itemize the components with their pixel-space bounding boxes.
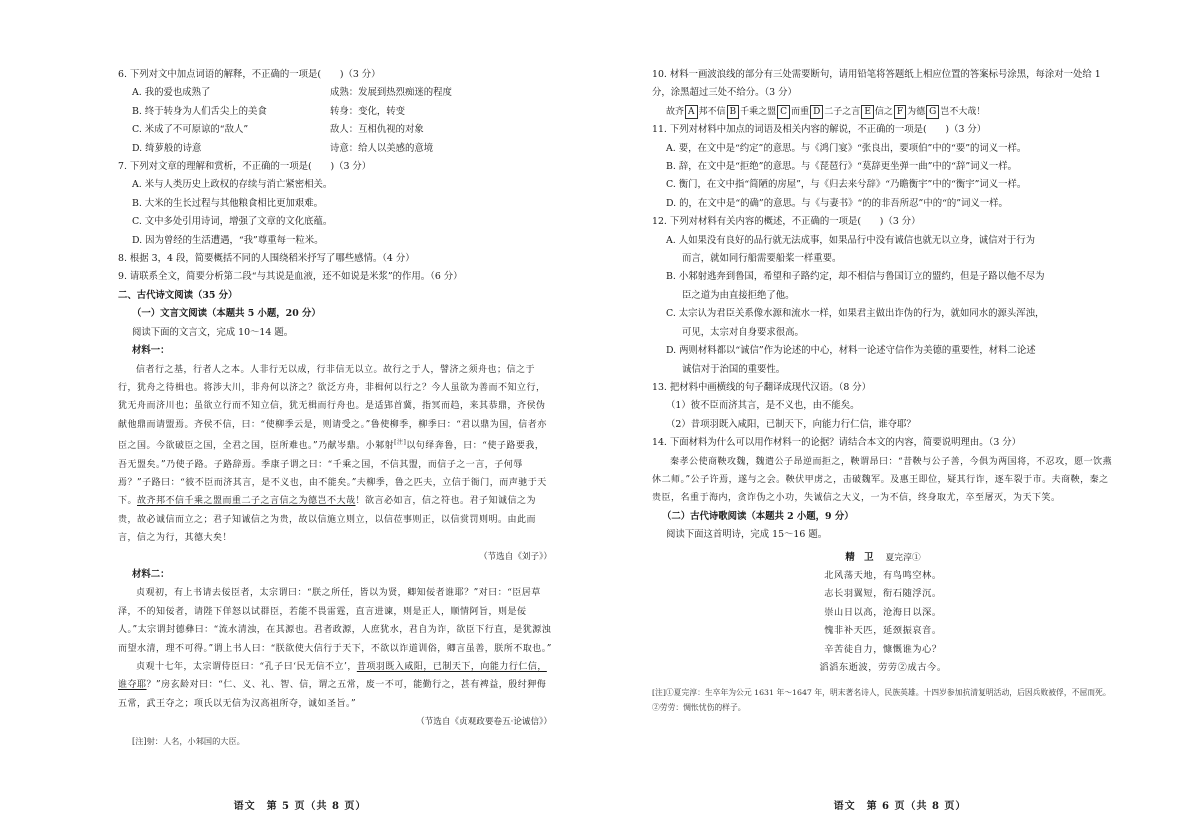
question-10: 10. 材料一画波浪线的部分有三处需要断句，请用铅笔将答题纸上相应位置的答案标号涂黑，每涂对一处给 1 分，涂黑超过三处不给分。（3 分） <box>652 69 1101 99</box>
poem-line: 志长羽翼短，衔石随浮沉。 <box>824 588 942 600</box>
reading-instruction-2: 阅读下面这首明诗，完成 15～16 题。 <box>666 529 828 541</box>
q10-piece: 千乘之盟 <box>740 106 777 117</box>
material-2-source: （节选自《贞观政要卷五·论诚信》） <box>416 717 552 728</box>
subsection-1-heading: （一）文言文阅读（本题共 5 小题，20 分） <box>132 308 321 320</box>
q10-mark-b[interactable]: B <box>727 105 740 119</box>
page-6 <box>600 0 1200 838</box>
material-2-underlined-sentence: 昔项羽既入咸阳，已制天下，向能力行仁信，谁夺耶 <box>118 662 547 691</box>
q12-option-d-line-1: D. 两则材料都以“诚信”作为论述的中心，材料一论述守信作为美德的重要性，材料二论述 <box>666 345 1036 357</box>
q10-mark-d[interactable]: D <box>810 105 823 119</box>
q13-item-2: （2）昔项羽既入咸阳，已制天下，向能力行仁信，谁夺耶？ <box>666 418 916 430</box>
question-9: 9. 请联系全文，简要分析第二段“与其说是血液，还不如说是米浆”的作用。（6 分） <box>118 271 463 283</box>
poem-author: 夏完淳① <box>885 552 921 563</box>
question-6: 6. 下列对文中加点词语的解释，不正确的一项是( )（3 分） <box>118 69 381 80</box>
poem-heading <box>652 549 1114 567</box>
q12-option-a-line-2: 而言，就如同行船需要船桨一样重要。 <box>682 253 842 265</box>
material-2-paragraph-1: 贞观初，有上书请去佞臣者，太宗谓曰：“朕之所任，皆以为贤，卿知佞者谁耶？”对曰：“臣居草泽，不的知佞者，请陛下佯怒以试群臣，若能不畏雷霆，直言进谏，则是正人，顺情阿旨，则是佞人。”太宗谓封德彝曰：“流水清浊，在其源也。君者政源，人庶犹水，君自为诈，欲臣下行直，是犹源浊而望水清，理不可得。”谓上书人曰：“朕欲使大信行于天下，不欲以诈道训俗，卿言虽善，朕所不取也。” <box>118 588 552 654</box>
q6-option-d <box>118 140 552 158</box>
q10-sentence <box>652 103 1114 121</box>
question-14: 14. 下面材料为什么可以用作材料一的论据？请结合本文的内容，简要说明理由。（3 分） <box>652 437 1022 449</box>
question-13: 13. 把材料中画横线的句子翻译成现代汉语。（8 分） <box>652 381 872 393</box>
q7-option-a: A. 米与人类历史上政权的存续与消亡紧密相关。 <box>132 179 333 191</box>
poem-footnote: [注]①夏完淳：生卒年为公元 1631 年～1647 年，明末著名诗人，民族英雄。十四岁参加抗清复明活动，后因兵败被俘，不屈而死。②劳劳：惆怅忧伤的样子。 <box>652 688 1111 713</box>
poem-line: 北风荡天地，有鸟鸣空林。 <box>824 569 942 581</box>
q10-mark-g[interactable]: G <box>926 105 939 119</box>
q11-option-c: C. 衡门，在文中指“简陋的房屋”，与《归去来兮辞》“乃瞻衡宇”中的“衡宇”词义一样。 <box>666 179 1027 191</box>
material-2-part-a: 贞观十七年，太宗谓侍臣曰：“孔子曰‘民无信不立’， <box>136 662 357 672</box>
q6-option-c-text: C. 米成了不可原谅的“敌人” <box>132 124 249 136</box>
q7-option-c: C. 文中多处引用诗词，增强了文章的文化底蕴。 <box>132 216 333 228</box>
material-1-text <box>118 361 552 548</box>
q12-option-c-line-1: C. 太宗认为君臣关系像水源和流水一样，如果君主做出诈伪的行为，就如同水的源头浑浊， <box>666 308 1045 320</box>
poem-line: 崇山日以高，沧海日以深。 <box>824 606 942 618</box>
q7-option-b: B. 大米的生长过程与其他粮食相比更加艰难。 <box>132 197 323 209</box>
right-column <box>652 66 1114 715</box>
q10-mark-e[interactable]: E <box>861 105 874 119</box>
reading-instruction-1: 阅读下面的文言文，完成 10～14 题。 <box>132 326 294 338</box>
q12-option-c-line-2: 可见，太宗对自身要求很高。 <box>682 326 804 338</box>
section-2-heading: 二、古代诗文阅读（35 分） <box>118 289 238 301</box>
q10-mark-a[interactable]: A <box>685 105 698 119</box>
material-1-part-a: 信者行之基，行者人之本。人非行无以成，行非信无以立。故行之于人，譬济之须舟也；信之于行，犹舟之待楫也。将涉大川，非舟何以济之？欲泛方舟，非楫何以行之？今人虽欲为善而不知立行，犹无舟而济川也；虽欲立行而不知立信，犹无楫而行舟也。是适郢首冀，指冥而趋，来其恭鼎，齐侯伪献他鼎而请盟焉。齐侯不信，曰：“使柳季云是，则请受之。”鲁使柳季，柳季曰：“君以鼎为国，信者亦臣之国。今欲破臣之国，全君之国，臣所难也。”乃献岑鼎。小邾射 <box>118 364 547 452</box>
q14-passage: 秦孝公使商鞅攻魏，魏遣公子昂逆而拒之，鞅谓昂曰：“昔鞅与公子善，今俱为两国将，不忍攻，愿一饮燕休二师。”公子许焉，遂与之会。鞅伏甲虏之，击破魏军。及惠王即位，疑其行诈，逐车裂于市。夫商鞅，秦之贵臣，名重于海内，贪诈伪之小功，失诚信之大义，一为不信，终身取尤，卒至屠灭，为天下笑。 <box>652 456 1113 504</box>
q10-piece: 而重 <box>791 106 810 117</box>
q6-option-b <box>118 103 552 121</box>
q6-option-a <box>118 84 552 102</box>
q12-option-b-line-1: B. 小邾射逃奔到鲁国，希望和子路约定，却不相信与鲁国订立的盟约，但是子路以他不尽为 <box>666 271 1045 283</box>
q10-piece: 邦不信 <box>698 106 726 117</box>
poem-line: 辛苦徒自力，慷慨谁为心？ <box>824 643 942 655</box>
q12-option-b-line-2: 臣之道为由直接拒绝了他。 <box>682 289 795 301</box>
material-2-part-b: ？”房玄龄对曰：“仁、义、礼、智、信，谓之五常，废一不可，能勤行之，甚有裨益，殷纣狎侮五常，武王夺之；项氏以无信为汉高祖所夺，诚如圣旨。” <box>118 680 547 709</box>
q6-option-d-explain: 诗意：给人以美感的意境 <box>330 142 434 154</box>
q13-item-1: （1）彼不臣而济其言，是不义也，由不能矣。 <box>666 400 860 412</box>
subsection-2-heading: （二）古代诗歌阅读（本题共 2 小题，9 分） <box>662 510 854 522</box>
q6-option-b-text: B. 终于转身为人们舌尖上的美食 <box>132 105 267 117</box>
material-1-source: （节选自《刘子》） <box>478 551 552 562</box>
q10-piece: 信之 <box>874 106 893 117</box>
q12-option-d-line-2: 诚信对于治国的重要性。 <box>682 363 786 375</box>
material-2-title: 材料二： <box>132 568 170 580</box>
q6-option-a-explain: 成熟：发展到热烈痴迷的程度 <box>330 87 452 99</box>
question-12: 12. 下列对材料有关内容的概述，不正确的一项是( )（3 分） <box>652 216 921 228</box>
q12-option-a-line-1: A. 人如果没有良好的品行就无法成事，如果品行中没有诚信也就无以立身，诚信对于行为 <box>666 234 1035 246</box>
poem-line: 愧非补天匹，延颈振哀音。 <box>824 625 942 637</box>
material-1-part-b: 以句绎奔鲁，曰：“使子路要我，吾无盟矣。”乃使子路。子路辞焉。季康子谓之曰：“千乘之国，不信其盟，而信子之一言，子何辱焉？”子路曰：“彼不臣而济其言，是不义也，由不能矣。”夫柳季，鲁之匹夫，立信于衙门，而声驰于天下。 <box>118 441 547 507</box>
page-footer-5: 语文 第 5 页（共 8 页） <box>233 801 367 812</box>
q6-option-c-explain: 敌人：互相仇视的对象 <box>330 124 424 136</box>
q11-option-d: D. 的，在文中是“的确”的意思。与《与妻书》“的的非吾所忍”中的“的”词义一样。 <box>666 197 1008 209</box>
q10-piece: 二子之言 <box>824 106 861 117</box>
material-1-part-c: ！欲言必如言，信之符也。君子知诚信之为贵，故必诚信而立之；君子知诚信之为贵，故以信施立则立，以信莅事则正，以信赏罚则明。由此而言，信之为行，其德大矣！ <box>118 496 537 544</box>
q10-mark-c[interactable]: C <box>777 105 790 119</box>
left-column <box>118 66 552 750</box>
poem-title: 精 卫 <box>845 551 874 563</box>
q10-mark-f[interactable]: F <box>894 105 906 119</box>
q10-piece: 岂不大哉！ <box>940 106 986 117</box>
material-1-underlined-sentence: 故齐邦不信千乘之盟而重二子之言信之为德岂不大哉 <box>137 496 356 507</box>
page-footer-6: 语文 第 6 页（共 8 页） <box>833 801 967 812</box>
poem <box>652 545 1114 686</box>
question-8: 8. 根据 3，4 段，简要概括不同的人围绕稻米抒写了哪些感情。（4 分） <box>118 253 415 265</box>
q6-option-a-text: A. 我的爱也成熟了 <box>132 87 211 99</box>
poem-line: 滔滔东逝波，劳劳②成古今。 <box>819 662 947 673</box>
footnote-she: [注]射：人名，小邾国的大臣。 <box>132 735 245 746</box>
material-1-note-mark: [注] <box>394 439 407 447</box>
q6-option-b-explain: 转身：变化，转变 <box>330 105 406 117</box>
q6-option-d-text: D. 绮萝般的诗意 <box>132 142 202 154</box>
q11-option-b: B. 辞，在文中是“拒绝”的意思。与《琵琶行》“莫辞更坐弹一曲”中的“辞”词义一样。 <box>666 161 1017 173</box>
q10-piece: 为德 <box>907 106 926 117</box>
material-2-paragraph-2 <box>118 658 552 713</box>
question-7: 7. 下列对文章的理解和赏析，不正确的一项是( )（3 分） <box>118 161 372 173</box>
q7-option-d: D. 因为曾经的生活遭遇，“我”尊重每一粒米。 <box>132 234 324 246</box>
question-11: 11. 下列对材料中加点的词语及相关内容的解说，不正确的一项是( )（3 分） <box>652 124 987 136</box>
material-1-title: 材料一： <box>132 345 170 357</box>
q10-piece: 故齐 <box>666 106 685 117</box>
q11-option-a: A. 要，在文中是“约定”的意思。与《鸿门宴》“张良出，要项伯”中的“要”的词义一样。 <box>666 142 1027 154</box>
q6-option-c <box>118 121 552 139</box>
